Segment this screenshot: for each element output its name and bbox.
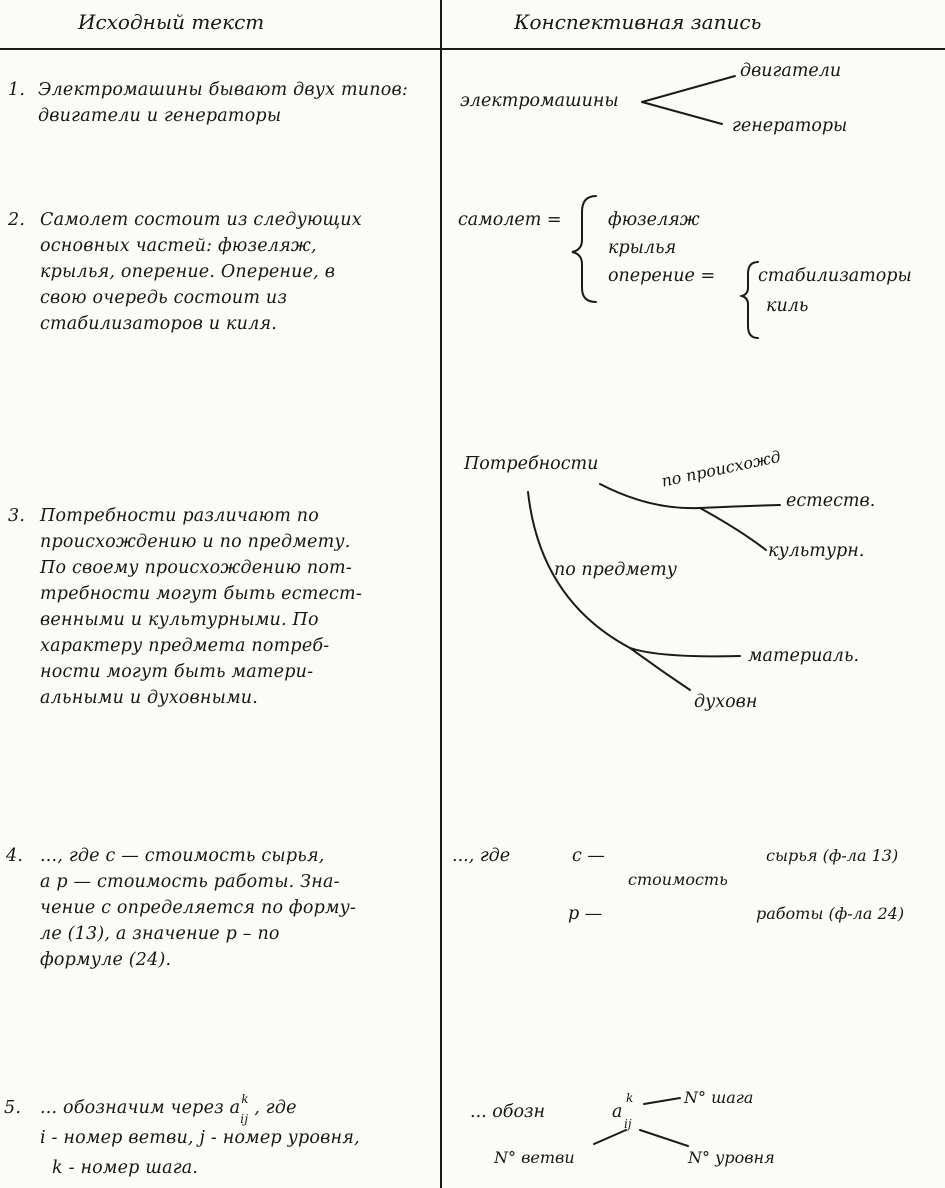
row-2-brace-main	[572, 196, 596, 302]
row-4-source-line-3: чение c определяется по форму-	[40, 898, 357, 918]
row-1-source-line-1: Электромашины бывают двух типов:	[38, 80, 408, 100]
row-2-item-1: фюзеляж	[608, 210, 700, 230]
row-5-symbol: a	[612, 1102, 623, 1122]
row-2-source-line-1: Самолет состоит из следующих	[40, 210, 362, 230]
row-1-number: 1.	[8, 80, 26, 100]
row-1-branch-1: двигатели	[740, 61, 842, 81]
row-2-sub-1: стабилизаторы	[758, 266, 912, 286]
row-3-branch-cultural	[700, 508, 766, 550]
row-5-source-sup: k	[241, 1092, 249, 1106]
row-2-item-2: крылья	[608, 238, 677, 258]
row-3-leaf-material: материаль.	[748, 646, 860, 666]
row-5-line-level	[640, 1130, 688, 1146]
row-3-leaf-natural: естеств.	[786, 491, 876, 511]
row-4-p: p —	[568, 904, 603, 924]
row-3-label-origin: по происхожд	[659, 446, 783, 491]
row-3-source-line-7: ности могут быть матери-	[40, 662, 314, 682]
row-2-sub-2: киль	[766, 296, 809, 316]
row-5-source-sub: ij	[240, 1112, 249, 1126]
row-2-source-line-5: стабилизаторов и киля.	[40, 314, 278, 334]
row-3-branch-subject	[528, 492, 740, 656]
row-3-source-line-6: характеру предмета потреб-	[40, 636, 330, 656]
row-5-source-line-1: ... обозначим через a k ij , где	[40, 1092, 297, 1126]
row-2-source-line-4: свою очередь состоит из	[40, 288, 288, 308]
header-notes: Конспективная запись	[514, 10, 762, 34]
row-3-leaf-spiritual: духовн	[694, 692, 758, 712]
row-3-root: Потребности	[464, 454, 599, 474]
row-1-root: электромашины	[460, 91, 619, 111]
row-3-source-line-2: происхождению и по предмету.	[40, 532, 351, 552]
row-4-cost: стоимость	[628, 870, 728, 889]
row-3-source-line-3: По своему происхождению пот-	[40, 558, 352, 578]
row-3-source-line-1: Потребности различают по	[40, 506, 320, 526]
row-3-branch-origin	[600, 484, 780, 508]
row-3-number: 3.	[8, 506, 26, 526]
row-1-fork-lower	[642, 102, 722, 124]
row-4-c: c —	[572, 846, 605, 866]
row-1-branch-2: генераторы	[732, 116, 848, 136]
row-4-number: 4.	[6, 846, 24, 866]
row-5-lead: ... обозн	[470, 1102, 546, 1122]
row-5-line-branch	[594, 1130, 626, 1144]
row-5-source-line-2: i - номер ветви, j - номер уровня,	[40, 1128, 360, 1148]
row-3-leaf-cultural: культурн.	[768, 541, 865, 561]
row-4-source-line-5: формуле (24).	[40, 950, 172, 970]
header-source-text: Исходный текст	[78, 10, 265, 34]
row-2-source-line-2: основных частей: фюзеляж,	[40, 236, 317, 256]
row-4-lead: ..., где	[452, 846, 511, 866]
row-4-raw: сырья (ф-ла 13)	[766, 846, 899, 865]
row-2-brace-sub	[742, 262, 758, 338]
row-5-symbol-sup: k	[626, 1091, 634, 1105]
row-4-work: работы (ф-ла 24)	[756, 904, 905, 923]
row-1-source-line-2: двигатели и генераторы	[38, 106, 282, 126]
row-5-step: N° шага	[684, 1088, 754, 1107]
row-5-level: N° уровня	[688, 1148, 775, 1167]
row-5-line-step	[644, 1098, 680, 1104]
row-2-number: 2.	[8, 210, 26, 230]
row-5-symbol-sub: ij	[624, 1117, 632, 1131]
row-4-source-line-2: а p — стоимость работы. Зна-	[40, 872, 340, 892]
row-3-source-line-8: альными и духовными.	[40, 688, 259, 708]
row-2-source-line-3: крылья, оперение. Оперение, в	[40, 262, 336, 282]
row-4-source-line-4: ле (13), а значение p – по	[40, 924, 280, 944]
row-5-number: 5.	[4, 1098, 22, 1118]
row-1-fork-upper	[642, 76, 735, 102]
row-5-source-line-3: k - номер шага.	[52, 1158, 199, 1178]
row-2-item-3: оперение =	[608, 266, 716, 286]
row-5-branch: N° ветви	[494, 1148, 575, 1167]
row-3-source-line-4: требности могут быть естест-	[40, 584, 362, 604]
row-4-source-line-1: ..., где c — стоимость сырья,	[40, 846, 325, 866]
row-3-source-line-5: венными и культурными. По	[40, 610, 319, 630]
row-2-root: самолет =	[458, 210, 562, 230]
row-3-label-subject: по предмету	[554, 560, 677, 580]
